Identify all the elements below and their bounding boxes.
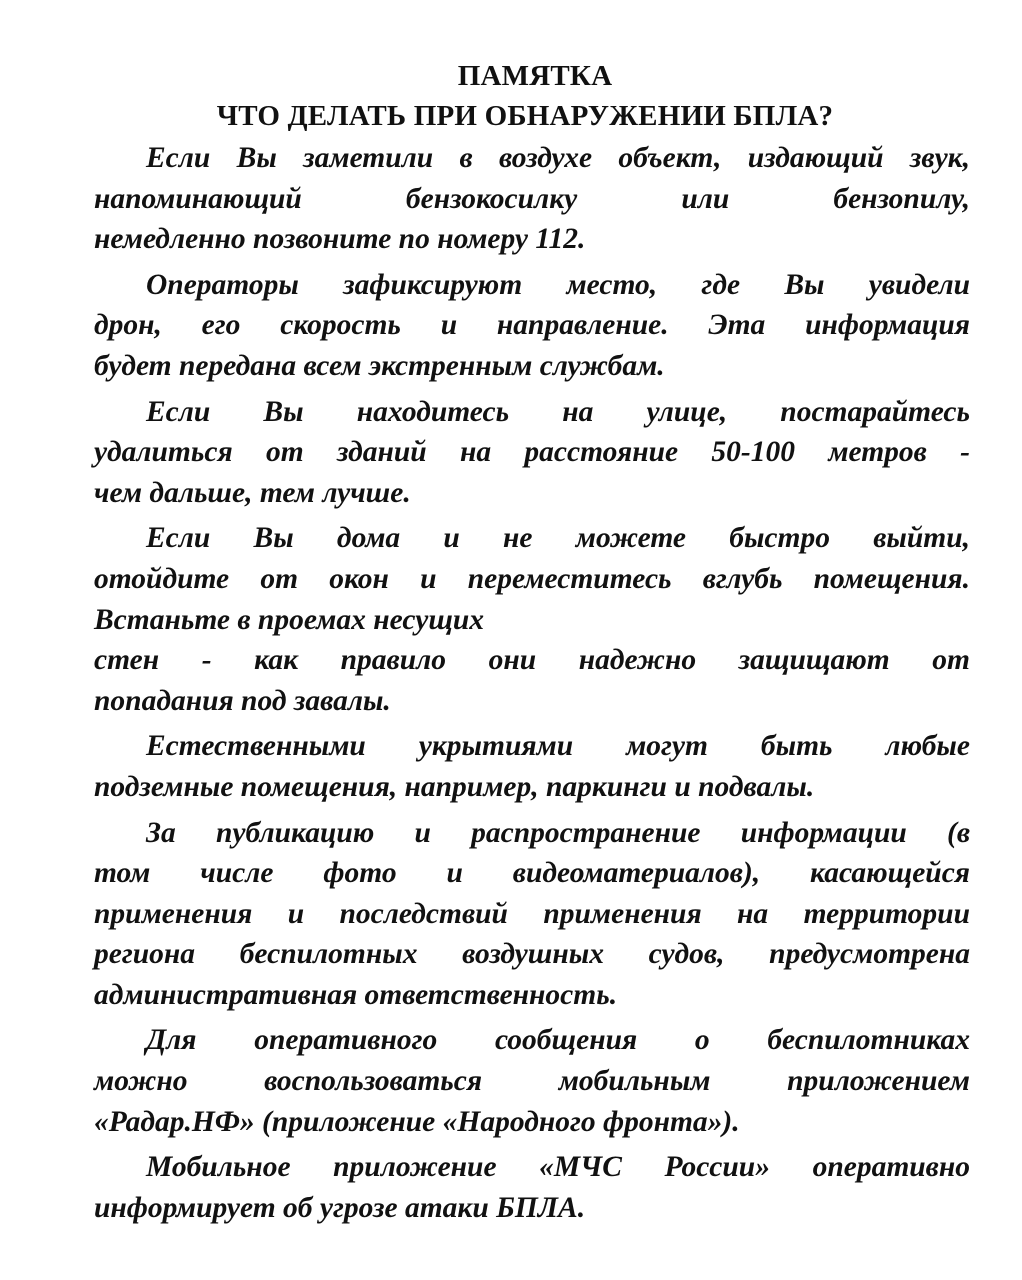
text-line: Если Вы находитесь на улице, постарайтесь [146,395,970,428]
text-line: подземные помещения, например, паркинги и подвалы. [94,770,815,803]
text-line: Естественными укрытиями могут быть любые [146,730,970,763]
text-line: удалиться от зданий на расстояние 50-100 метров - [94,436,970,469]
paragraph-shelters [94,726,970,807]
paragraph-mchs-app [94,1147,970,1228]
text-line: «Радар.НФ» (приложение «Народного фронта»). [94,1105,740,1138]
text-line: Встаньте в проемах несущих [94,603,485,636]
text-line: За публикацию и распространение информации (в [146,816,970,849]
text-line: немедленно позвоните по номеру 112. [94,223,586,256]
text-line: отойдите от окон и переместитесь вглубь помещения. [94,562,970,595]
text-line: стен - как правило они надежно защищают от [94,644,970,677]
text-line: информирует об угрозе атаки БПЛА. [94,1191,586,1224]
text-line: дрон, его скорость и направление. Эта информация [94,309,970,342]
text-line: Для оперативного сообщения о беспилотниках [146,1024,970,1057]
text-line: том числе фото и видеоматериалов), касающейся [94,857,970,890]
paragraph-outdoors [94,392,970,514]
paragraph-operators [94,265,970,387]
text-line: напоминающий бензокосилку или бензопилу, [94,182,970,215]
text-line: Мобильное приложение «МЧС России» оперативно [146,1151,970,1184]
paragraph-call-112 [94,138,970,260]
text-line: административная ответственность. [94,978,618,1011]
memo-header [0,56,1022,136]
memo-body [94,138,970,1233]
paragraph-at-home [94,518,970,721]
text-line: будет передана всем экстренным службам. [94,349,665,382]
text-line: Если Вы дома и не можете быстро выйти, [146,522,970,555]
text-line: Операторы зафиксируют место, где Вы увидели [146,268,970,301]
paragraph-radar-app [94,1020,970,1142]
text-line: попадания под завалы. [94,684,391,717]
text-line: можно воспользоваться мобильным приложением [94,1065,970,1098]
memo-title: ПАМЯТКА [457,60,613,92]
paragraph-liability [94,813,970,1016]
text-line: чем дальше, тем лучше. [94,476,411,509]
text-line: региона беспилотных воздушных судов, предусмотрена [94,938,970,971]
text-line: применения и последствий применения на территории [94,897,970,930]
memo-subtitle: ЧТО ДЕЛАТЬ ПРИ ОБНАРУЖЕНИИ БПЛА? [216,100,834,132]
text-line: Если Вы заметили в воздухе объект, издающий звук, [146,142,970,174]
